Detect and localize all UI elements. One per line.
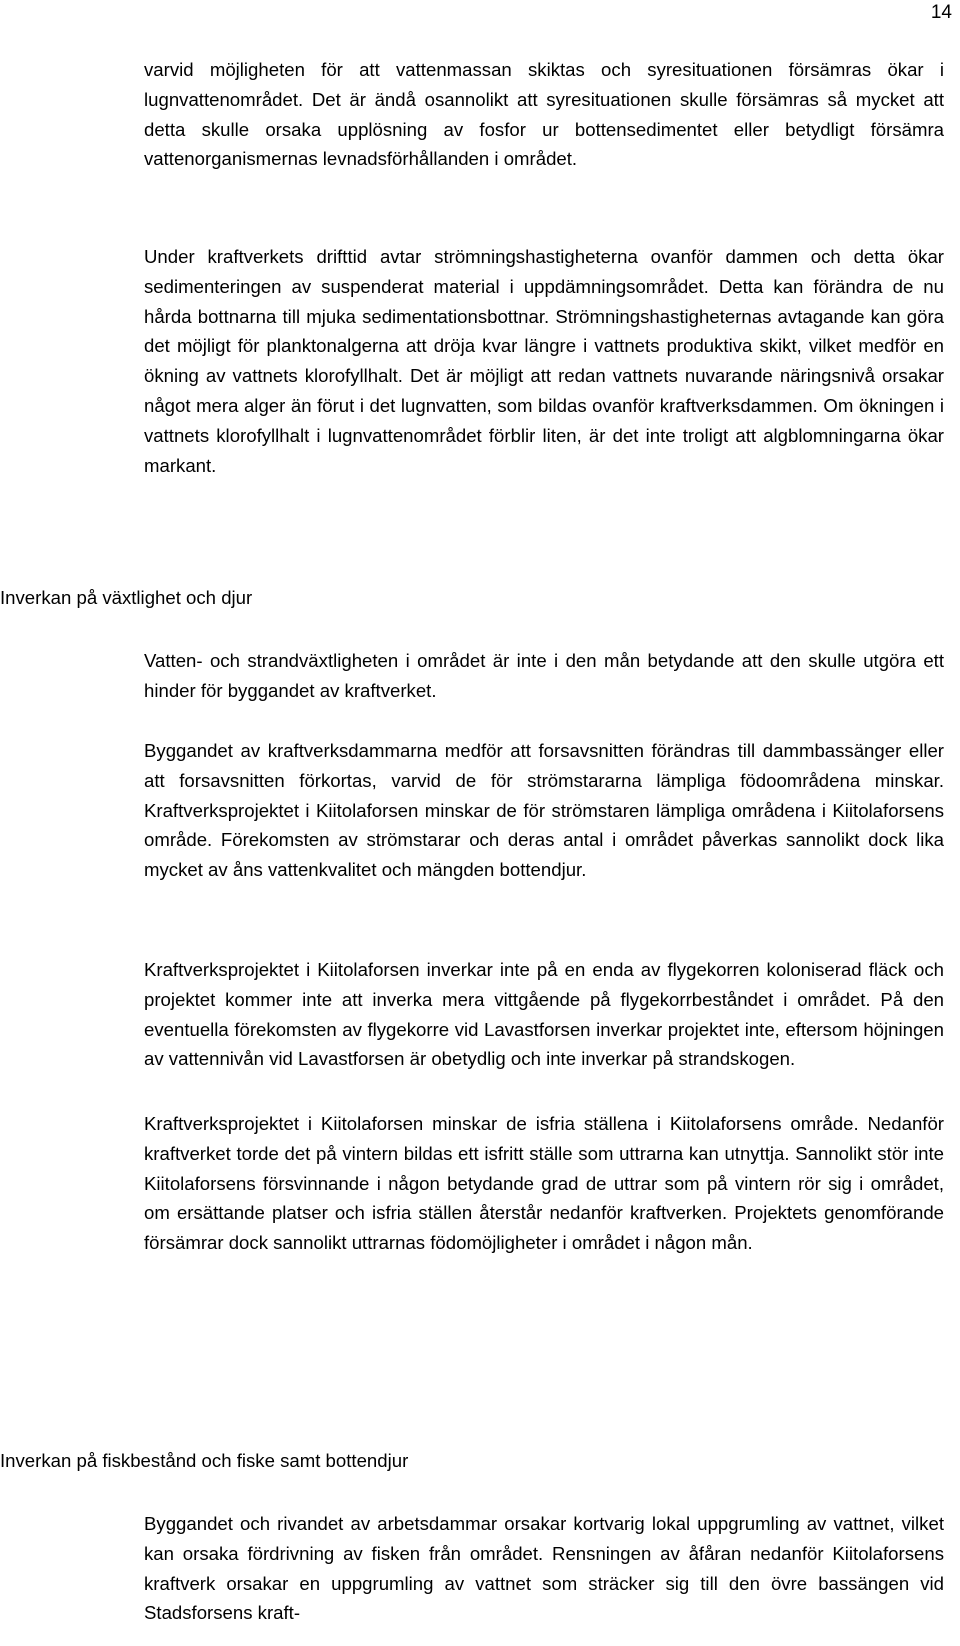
paragraph-construction-turbidity: Byggandet och rivandet av arbetsdammar orsakar kortvarig lokal uppgrumling av vattnet, vilket kan orsaka fördrivning av fisken från området. Rensningen av åfåran nedanför Kiitolaforsens kraftverk orsakar en uppgrumling av vattnet som sträcker sig till den övre bassängen vid Stadsforsens kraft- (144, 1513, 944, 1624)
paragraph-flow-velocity: Under kraftverkets drifttid avtar strömningshastigheterna ovanför dammen och detta ökar sedimenteringen av suspenderat material i uppdämningsområdet. Detta kan förändra de nu hårda bottnarna till mjuka sedimentationsbottnar. Strömningshastigheternas avtagande kan göra det möjligt för planktonalgerna att dröja kvar längre i vattnets produktiva skikt, vilket medför en ökning av vattnets klorofyllhalt. Det är möjligt att redan vattnets nuvarande näringsnivå orsakar något mera alger än förut i det lugnvatten, som bildas ovanför kraftverksdammen. Om ökningen i vattnets klorofyllhalt i lugnvattenområdet förblir liten, är det inte troligt att algblomningarna ökar markant. (144, 246, 944, 476)
paragraph-shore-vegetation: Vatten- och strandväxtligheten i området är inte i den mån betydande att den skulle utgöra ett hinder för byggandet av kraftverket. (144, 650, 944, 701)
section-heading-fish-bottom-fauna: Inverkan på fiskbestånd och fiske samt bottendjur (0, 1450, 409, 1471)
page-number: 14 (930, 2, 952, 23)
paragraph-flying-squirrel: Kraftverksprojektet i Kiitolaforsen inverkar inte på en enda av flygekorren koloniserad fläck och projektet kommer inte att inverka mera vittgående på flygekorrbeståndet i området. På den eventuella förekomsten av flygekorre vid Lavastforsen inverkar projektet inte, eftersom höjningen av vattennivån vid Lavastforsen är obetydlig och inte inverkar på strandskogen. (144, 959, 944, 1070)
section-heading-vegetation-fauna: Inverkan på växtlighet och djur (0, 587, 253, 608)
paragraph-otters: Kraftverksprojektet i Kiitolaforsen minskar de isfria ställena i Kiitolaforsens område. Nedanför kraftverket torde det på vintern bildas ett isfritt ställe som uttrarna kan utnyttja. Sannolikt stör inte Kiitolaforsens försvinnande i någon betydande grad de uttrar som på vintern rör sig i området, om ersättande platser och isfria ställen återstår nedanför kraftverken. Projektets genomförande försämrar dock sannolikt uttrarnas födomöjligheter i området i någon mån. (144, 1113, 944, 1254)
paragraph-oxygen-situation: varvid möjligheten för att vattenmassan skiktas och syresituationen försämras ökar i lugnvattenområdet. Det är ändå osannolikt att syresituationen skulle försämras så mycket att detta skulle orsaka upplösning av fosfor ur bottensedimentet eller betydligt försämra vattenorganismernas levnadsförhållanden i området. (144, 59, 944, 170)
paragraph-dipper-habitat: Byggandet av kraftverksdammarna medför att forsavsnitten förändras till dammbassänger eller att forsavsnitten förkortas, varvid de för strömstararna lämpliga födoområdena minskar. Kraftverksprojektet i Kiitolaforsen minskar de för strömstaren lämpliga områdena i Kiitolaforsens område. Förekomsten av strömstarar och deras antal i området påverkas sannolikt dock lika mycket av åns vattenkvalitet och mängden bottendjur. (144, 740, 944, 881)
